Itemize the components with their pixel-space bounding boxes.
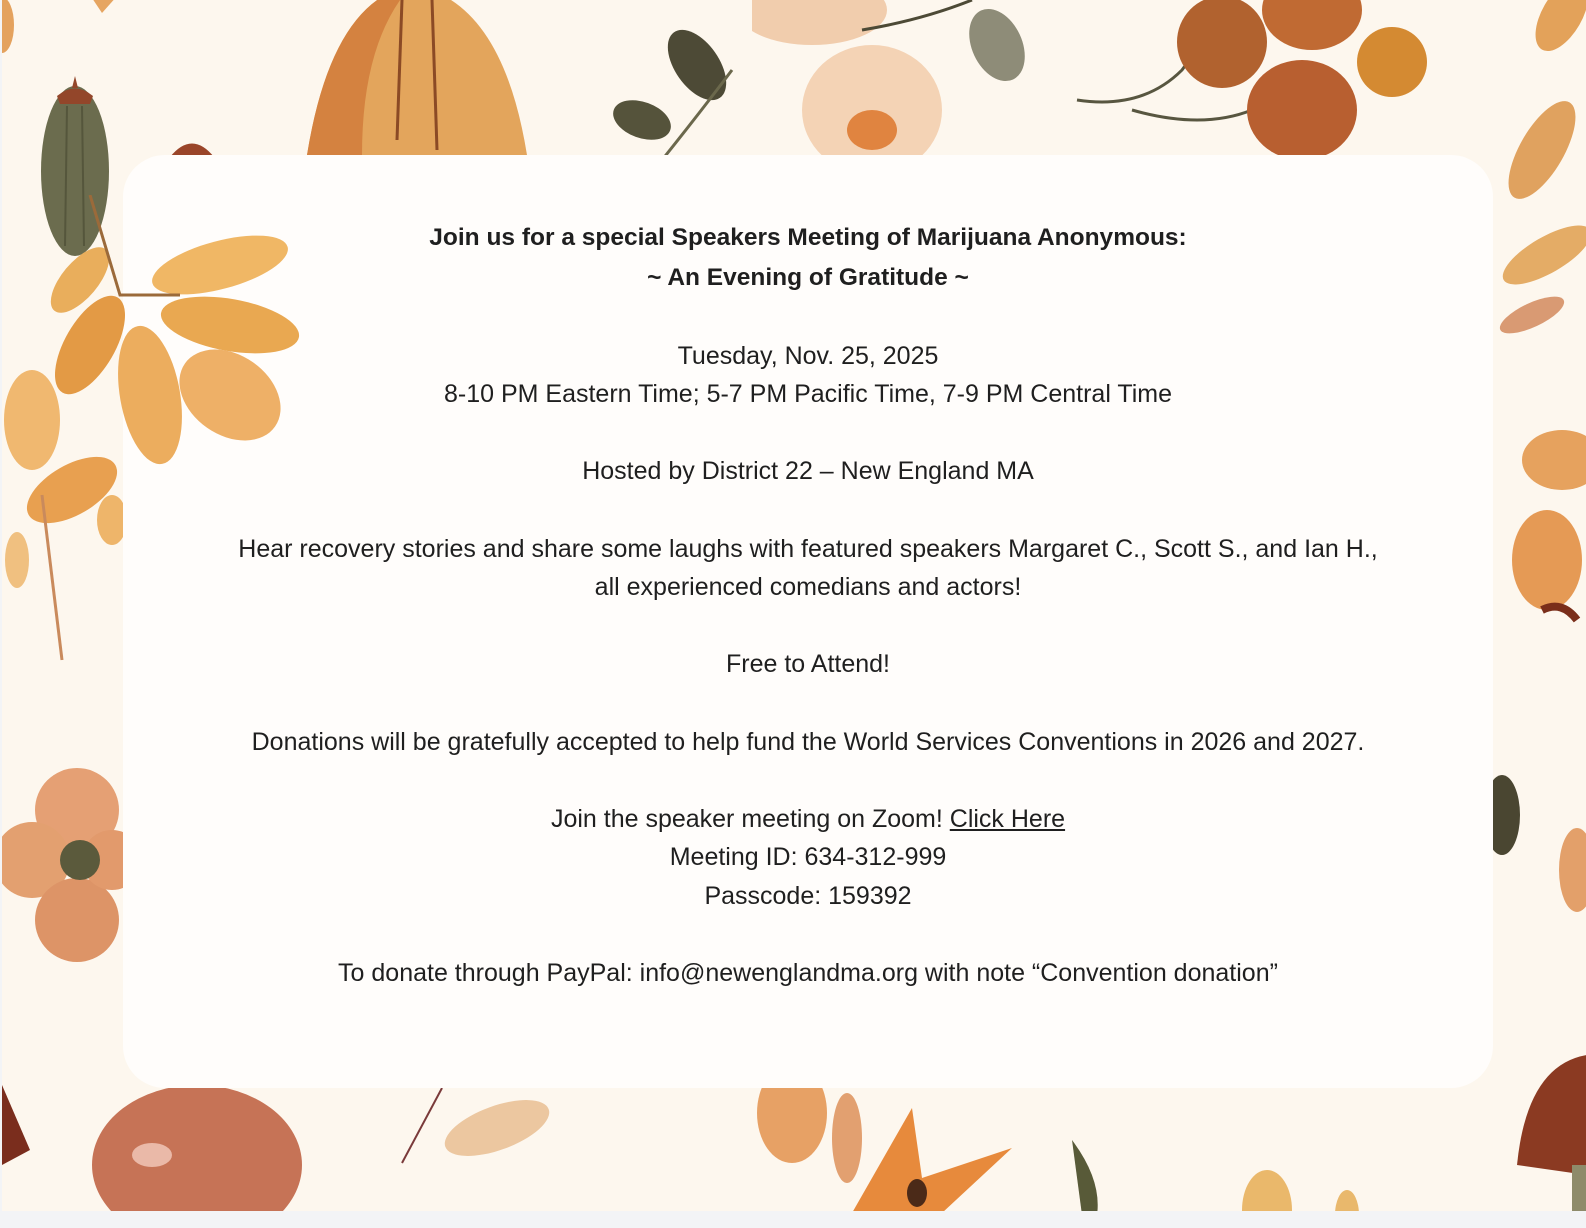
zoom-click-here-link[interactable]: Click Here xyxy=(949,804,1066,833)
event-date: Tuesday, Nov. 25, 2025 xyxy=(677,341,939,370)
leaf-icon xyxy=(1502,0,1586,60)
mushroom-icon xyxy=(2,1080,32,1180)
event-host: Hosted by District 22 – New England MA xyxy=(582,457,1034,486)
meeting-id: Meeting ID: 634-312-999 xyxy=(669,843,947,872)
zoom-join-text: Join the speaker meeting on Zoom! xyxy=(550,804,950,833)
passcode: Passcode: 159392 xyxy=(704,881,912,910)
flower-icon xyxy=(1492,410,1586,650)
zoom-join-line xyxy=(123,800,1493,839)
flower-icon xyxy=(722,1088,1022,1211)
spacer xyxy=(123,298,1493,337)
leaf-branch-icon xyxy=(20,195,300,475)
leaf-icon xyxy=(90,0,120,19)
event-details xyxy=(123,218,1493,993)
cost-text: Free to Attend! xyxy=(726,650,890,679)
heading-line-1: Join us for a special Speakers Meeting of Marijuana Anonymous: xyxy=(429,224,1187,251)
leaf-icon xyxy=(1492,760,1522,870)
spacer xyxy=(123,684,1493,723)
spacer xyxy=(123,491,1493,530)
leaf-branch-icon xyxy=(1487,90,1586,350)
leaf-icon xyxy=(397,1088,567,1168)
spacer xyxy=(123,916,1493,955)
leaf-icon xyxy=(1062,1140,1112,1211)
speakers-line-1: Hear recovery stories and share some laughs with featured speakers Margaret C., Scott S., and Ian H., xyxy=(238,534,1378,563)
berries-icon xyxy=(1072,0,1432,160)
event-times: 8-10 PM Eastern Time; 5-7 PM Pacific Time, 7-9 PM Central Time xyxy=(443,380,1172,409)
speakers-line-2: all experienced comedians and actors! xyxy=(594,573,1022,602)
spacer xyxy=(123,607,1493,646)
donations-text: Donations will be gratefully accepted to help fund the World Services Conventions in 2026 and 2027. xyxy=(251,727,1365,756)
leaf-icon xyxy=(2,0,22,60)
squash-icon xyxy=(302,0,532,160)
spacer xyxy=(123,761,1493,800)
leaf-icon xyxy=(1227,1160,1367,1211)
mushroom-icon xyxy=(1512,1035,1586,1211)
heading-line-2: ~ An Evening of Gratitude ~ xyxy=(647,264,969,291)
spacer xyxy=(123,414,1493,453)
event-card xyxy=(123,155,1493,1088)
paypal-text: To donate through PayPal: info@newenglandma.org with note “Convention donation” xyxy=(338,959,1278,988)
flower-icon xyxy=(2,750,127,970)
leaf-icon xyxy=(1547,820,1586,920)
leaf-icon xyxy=(852,0,1032,90)
